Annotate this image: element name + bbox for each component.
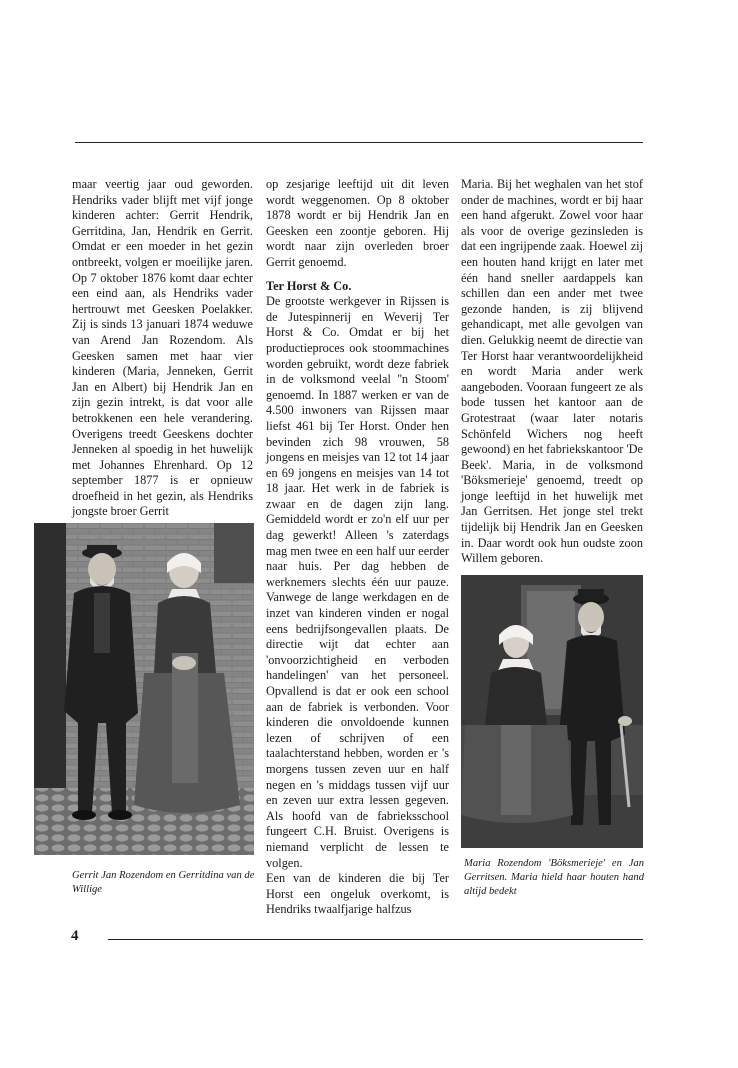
text-column-1: [72, 177, 253, 520]
page-number: 4: [71, 928, 79, 944]
section-heading: Ter Horst & Co.: [266, 278, 352, 293]
photo-couple-interior-image: [461, 575, 643, 848]
photo-caption-1: Gerrit Jan Rozendom en Gerritdina van de Willige: [72, 870, 255, 895]
photo-couple-standing-image: [34, 523, 254, 855]
photo-couple-standing: [34, 523, 254, 855]
text-column-3: [461, 177, 643, 567]
photo-couple-interior: [461, 575, 643, 848]
photo-caption-2: Maria Rozendom 'Böksmerieje' en Jan Gerritsen. Maria hield haar houten hand altijd bedekt: [464, 858, 644, 897]
text-column-2: [266, 177, 449, 918]
paragraph: maar veertig jaar oud geworden. Hendriks vader blijft met vijf jonge kinderen achter: Gerrit Hendrik, Gerritdina, Jan, Hendrik en Gerrit. Omdat er een moeder in het gezin ontbreekt, volgen er moeilijke jaren. Op 7 oktober 1876 komt daar echter een eind aan, als Hendriks vader hertrouwt met Geesken Poelakker. Zij is sinds 13 januari 1874 weduwe van Arend Jan Rozendom. Als Geesken samen met haar vier kinderen (Maria, Jenneken, Gerrit Jan en Albert) bij Hendrik Jan en zijn gezin intrekt, is dat voor alle betrokkenen een hele verandering. Overigens treedt Geeskens dochter Jenneken al spoedig in het huwelijk met Johannes Ehrenhard. Op 12 september 1877 is er opnieuw droefheid in het gezin, als Hendriks jongste broer Gerrit: [72, 177, 253, 519]
paragraph-body-2: Een van de kinderen die bij Ter Horst een ongeluk overkomt, is Hendriks twaalfjarige halfzus: [266, 871, 449, 917]
paragraph-intro: op zesjarige leeftijd uit dit leven wordt weggenomen. Op 8 oktober 1878 wordt er bij Hendrik Jan en Geesken een zoontje geboren. Hij wordt naar zijn overleden broer Gerrit genoemd.: [266, 177, 449, 269]
paragraph: Maria. Bij het weghalen van het stof onder de machines, wordt er bij haar een hand afgerukt. Zowel voor haar als voor de overige gezinsleden is dat een ingrijpende zaak. Hoewel zij een houten hand krijgt en later met één hand sneller aardappels kan schillen dan een ander met twee gezonde handen, is zij blijvend gehandicapt, met alle gevolgen van dien. Gelukkig neemt de directie van Ter Horst haar verantwoordelijkheid en wordt Maria ander werk aangeboden. Vooraan fungeert ze als bode tussen het kantoor aan de Grotestraat (waar later notaris Schönfeld Wichers nog heeft gewoond) en het fabriekskantoor 'De Beek'. Maria, in de volksmond 'Böksmerieje' genoemd, treedt op jonge leeftijd in het huwelijk met Jan Gerritsen. Het jonge stel trekt tijdelijk bij Hendrik Jan en Geesken in. Daar wordt ook hun oudste zoon Willem geboren.: [461, 177, 643, 566]
paragraph-body: De grootste werkgever in Rijssen is de Jutespinnerij en Weverij Ter Horst & Co. Omdat er bij het productieproces ook stoommachines worden gebruikt, wordt deze fabriek in de volksmond veelal ''n Stoom' genoemd. In 1887 werken er van de 4.500 inwoners van Rijssen maar liefst 461 bij Ter Horst. Onder hen bevinden zich 98 vrouwen, 58 jongens en meisjes van 12 tot 14 jaar en 69 jongens en meisjes van 14 tot 18 jaar. Het werk in de fabriek is zwaar en de dagen zijn lang. Gemiddeld wordt er zo'n elf uur per dag gewerkt! Alleen 's zaterdags mag men twee en een half uur eerder naar huis. Per dag hebben de werknemers slechts één uur pauze. Vanwege de lange werkdagen en de inzet van kinderen vinden er nogal eens bedrijfsongevallen plaats. De directie wijt dat echter aan 'onvoorzichtigheid en verboden handelingen' van het personeel. Opvallend is dat er ook een school aan de fabriek is verbonden. Voor kinderen die onvoldoende kunnen lezen of schrijven of een taalachterstand hebben, worden er 's morgens tussen zeven uur en half negen en 's middags tussen vijf uur en zeven uur extra lessen gegeven. Als hoofd van de fabrieksschool fungeert C.H. Bruist. Overigens is niemand verplicht de lessen te volgen.: [266, 294, 449, 870]
bottom-rule: [108, 939, 643, 940]
top-rule: [75, 142, 643, 143]
